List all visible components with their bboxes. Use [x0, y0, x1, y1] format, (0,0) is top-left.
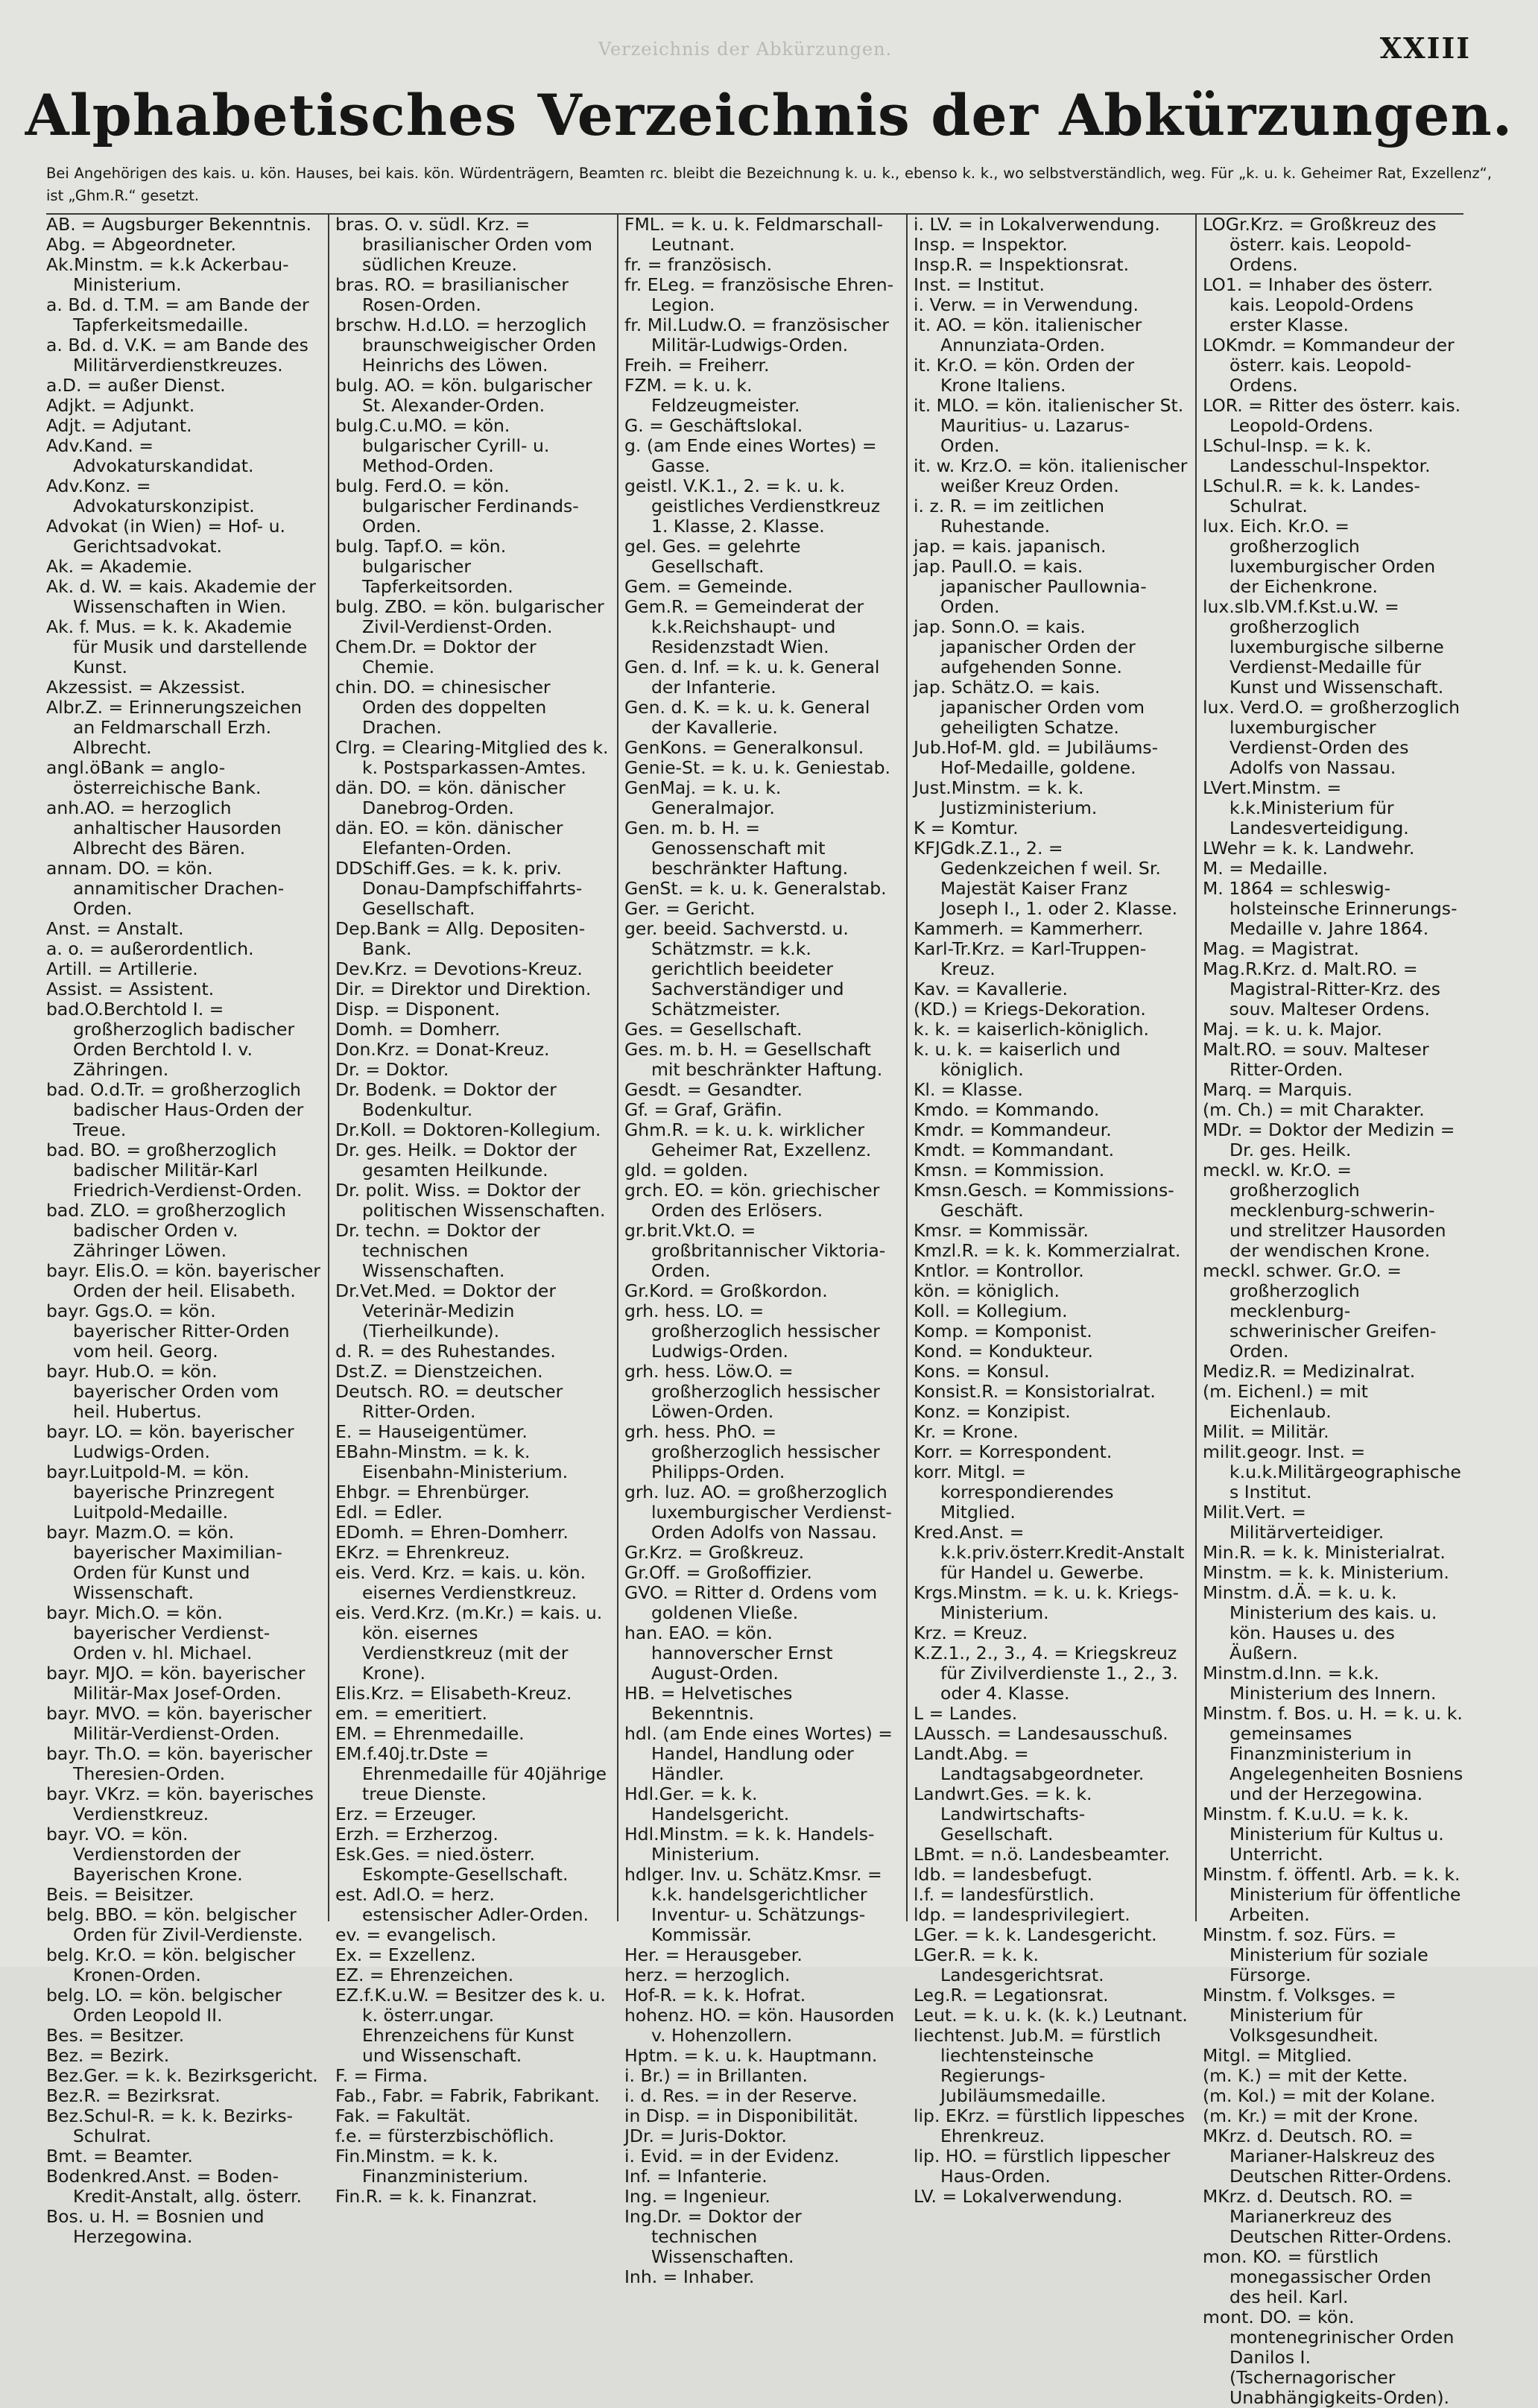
abbreviation-entry: Ges. = Gesellschaft.: [624, 1019, 803, 1040]
abbreviation-entry: (m. Eichenl.) = mit Eichenlaub.: [1203, 1381, 1368, 1422]
abbreviation-entry: mont. DO. = kön. montenegrinischer Orden Danilos I. (Tschernagorischer Unabhängigkeits-Orden).: [1203, 2307, 1455, 2408]
abbreviation-entry: Ghm.R. = k. u. k. wirklicher Geheimer Rat, Exzellenz.: [624, 1119, 872, 1160]
abbreviation-entry: LVert.Minstm. = k.k.Ministerium für Landesverteidigung.: [1203, 777, 1409, 838]
abbreviation-entry: Hof-R. = k. k. Hofrat.: [624, 1985, 806, 2006]
abbreviation-entry: est. Adl.O. = herz. estensischer Adler-Orden.: [335, 1884, 589, 1925]
abbreviation-entry: Adv.Kand. = Advokaturskandidat.: [46, 435, 254, 476]
abbreviation-entry: lip. HO. = fürstlich lippescher Haus-Orden.: [914, 2146, 1171, 2187]
abbreviation-entry: Ak. f. Mus. = k. k. Akademie für Musik und darstellende Kunst.: [46, 616, 308, 677]
abbreviation-entry: f.e. = fürsterzbischöflich.: [335, 2126, 554, 2146]
abbreviation-entry: Dr. Bodenk. = Doktor der Bodenkultur.: [335, 1079, 557, 1120]
abbreviation-entry: it. AO. = kön. italienischer Annunziata-Orden.: [914, 315, 1142, 355]
abbreviation-entry: a. Bd. d. T.M. = am Bande der Tapferkeitsmedaille.: [46, 294, 309, 335]
abbreviation-entry: Bes. = Besitzer.: [46, 2025, 185, 2046]
abbreviation-entry: AB. = Augsburger Bekenntnis.: [46, 214, 311, 235]
abbreviation-entry: M. 1864 = schleswig-holsteinsche Erinnerungs-Medaille v. Jahre 1864.: [1203, 878, 1458, 939]
abbreviation-entry: bad.O.Berchtold I. = großherzoglich badischer Orden Berchtold I. v. Zähringen.: [46, 999, 295, 1080]
abbreviation-entry: Mag.R.Krz. d. Malt.RO. = Magistral-Ritter-Krz. des souv. Malteser Ordens.: [1203, 958, 1440, 1020]
abbreviation-entry: Gr.Off. = Großoffizier.: [624, 1562, 812, 1583]
abbreviation-entry: gel. Ges. = gelehrte Gesellschaft.: [624, 536, 801, 577]
abbreviation-entry: Konsist.R. = Konsistorialrat.: [914, 1381, 1156, 1402]
abbreviation-entry: Elis.Krz. = Elisabeth-Kreuz.: [335, 1683, 572, 1704]
abbreviation-entry: DDSchiff.Ges. = k. k. priv. Donau-Dampfschiffahrts-Gesellschaft.: [335, 858, 583, 919]
abbreviation-entry: hdlger. Inv. u. Schätz.Kmsr. = k.k. handelsgerichtlicher Inventur- u. Schätzungs-Kommissär.: [624, 1864, 882, 1945]
abbreviation-entry: belg. LO. = kön. belgischer Orden Leopold II.: [46, 1985, 282, 2026]
abbreviation-entry: Kond. = Kondukteur.: [914, 1341, 1094, 1362]
abbreviation-entry: Kmzl.R. = k. k. Kommerzialrat.: [914, 1240, 1181, 1261]
abbreviation-entry: Gesdt. = Gesandter.: [624, 1079, 803, 1100]
abbreviation-entry: Leut. = k. u. k. (k. k.) Leutnant.: [914, 2005, 1188, 2026]
abbreviation-entry: GenSt. = k. u. k. Generalstab.: [624, 878, 887, 899]
abbreviation-entry: d. R. = des Ruhestandes.: [335, 1341, 556, 1362]
abbreviation-entry: belg. Kr.O. = kön. belgischer Kronen-Orden.: [46, 1944, 296, 1985]
abbreviation-entry: bayr. Elis.O. = kön. bayerischer Orden der heil. Elisabeth.: [46, 1260, 320, 1301]
abbreviation-entry: MDr. = Doktor der Medizin = Dr. ges. Heilk.: [1203, 1119, 1455, 1160]
abbreviation-entry: Dr. techn. = Doktor der technischen Wissenschaften.: [335, 1220, 540, 1281]
abbreviation-entry: hdl. (am Ende eines Wortes) = Handel, Handlung oder Händler.: [624, 1723, 893, 1784]
abbreviation-entry: (KD.) = Kriegs-Dekoration.: [914, 999, 1146, 1020]
abbreviation-entry: grh. hess. Löw.O. = großherzoglich hessischer Löwen-Orden.: [624, 1361, 880, 1422]
abbreviation-entry: bayr. VKrz. = kön. bayerisches Verdienstkreuz.: [46, 1783, 314, 1824]
abbreviation-entry: it. w. Krz.O. = kön. italienischer weißer Kreuz Orden.: [914, 455, 1188, 496]
abbreviation-entry: jap. Paull.O. = kais. japanischer Paullownia-Orden.: [914, 556, 1147, 617]
abbreviation-entry: a.D. = außer Dienst.: [46, 375, 226, 396]
abbreviation-entry: lip. EKrz. = fürstlich lippesches Ehrenkreuz.: [914, 2105, 1186, 2146]
abbreviation-entry: bayr. MJO. = kön. bayerischer Militär-Max Josef-Orden.: [46, 1663, 306, 1704]
abbreviation-entry: bulg. Ferd.O. = kön. bulgarischer Ferdinands-Orden.: [335, 475, 579, 537]
abbreviation-entry: Minstm. d.Ä. = k. u. k. Ministerium des kais. u. kön. Hauses u. des Äußern.: [1203, 1582, 1437, 1663]
abbreviation-entry: Kmdr. = Kommandeur.: [914, 1119, 1112, 1140]
abbreviation-entry: k. u. k. = kaiserlich und königlich.: [914, 1039, 1121, 1080]
abbreviation-entry: Ak.Minstm. = k.k Ackerbau-Ministerium.: [46, 254, 289, 295]
abbreviation-entry: Ing. = Ingenieur.: [624, 2186, 770, 2207]
abbreviation-entry: meckl. w. Kr.O. = großherzoglich mecklenburg-schwerin- und strelitzer Hausorden der wendischen Krone.: [1203, 1160, 1446, 1261]
abbreviation-entry: bayr. VO. = kön. Verdienstorden der Bayerischen Krone.: [46, 1824, 243, 1885]
abbreviation-entry: K = Komtur.: [914, 818, 1019, 838]
abbreviation-entry: Ing.Dr. = Doktor der technischen Wissenschaften.: [624, 2206, 802, 2267]
column-2: [335, 214, 610, 2207]
abbreviation-entry: bulg. AO. = kön. bulgarischer St. Alexander-Orden.: [335, 375, 592, 416]
abbreviation-entry: LGer. = k. k. Landesgericht.: [914, 1924, 1157, 1945]
abbreviation-entry: LV. = Lokalverwendung.: [914, 2186, 1123, 2207]
abbreviation-entry: Dr. ges. Heilk. = Doktor der gesamten Heilkunde.: [335, 1140, 577, 1181]
column-4: [914, 214, 1188, 2207]
intro-note: Bei Angehörigen des kais. u. kön. Hauses, bei kais. kön. Würdenträgern, Beamten rc. bleibt die Bezeichnung k. u. k., ebenso k. k., wo selbstverständlich, weg. Für „k. u. k. Geheimer Rat, Exzellenz“, ist „Ghm.R.“ gesetzt.: [46, 165, 1492, 204]
abbreviation-entry: Adjkt. = Adjunkt.: [46, 395, 195, 416]
abbreviation-entry: bras. O. v. südl. Krz. = brasilianischer Orden vom südlichen Kreuze.: [335, 214, 592, 275]
abbreviation-entry: Dr. polit. Wiss. = Doktor der politischen Wissenschaften.: [335, 1180, 606, 1221]
column-divider: [328, 215, 329, 1921]
abbreviation-entry: LWehr = k. k. Landwehr.: [1203, 838, 1415, 859]
abbreviation-entry: eis. Verd.Krz. (m.Kr.) = kais. u. kön. eisernes Verdienstkreuz (mit der Krone).: [335, 1602, 603, 1684]
abbreviation-entry: Abg. = Abgeordneter.: [46, 234, 236, 255]
abbreviation-entry: lux. Eich. Kr.O. = großherzoglich luxemburgischer Orden der Eichenkrone.: [1203, 516, 1436, 597]
abbreviation-entry: Bez.R. = Bezirksrat.: [46, 2085, 221, 2106]
column-3: [624, 214, 899, 2287]
abbreviation-entry: ger. beeid. Sachverstd. u. Schätzmstr. = k.k. gerichtlich beeideter Sachverständiger und Schätzmeister.: [624, 918, 849, 1020]
abbreviation-entry: Kmsn.Gesch. = Kommissions-Geschäft.: [914, 1180, 1174, 1221]
abbreviation-entry: Kmsn. = Kommission.: [914, 1160, 1105, 1181]
abbreviation-entry: Jub.Hof-M. gld. = Jubiläums-Hof-Medaille, goldene.: [914, 737, 1159, 778]
abbreviation-entry: Domh. = Domherr.: [335, 1019, 501, 1040]
abbreviation-entry: fr. ELeg. = französische Ehren-Legion.: [624, 274, 894, 315]
abbreviation-entry: GenMaj. = k. u. k. Generalmajor.: [624, 777, 782, 818]
abbreviation-entry: Gen. d. K. = k. u. k. General der Kavallerie.: [624, 697, 870, 738]
abbreviation-entry: HB. = Helvetisches Bekenntnis.: [624, 1683, 793, 1724]
abbreviation-entry: chin. DO. = chinesischer Orden des doppelten Drachen.: [335, 677, 551, 738]
abbreviation-entry: i. Evid. = in der Evidenz.: [624, 2146, 840, 2167]
abbreviation-entry: bayr. Ggs.O. = kön. bayerischer Ritter-Orden vom heil. Georg.: [46, 1301, 290, 1362]
abbreviation-entry: Minstm. f. soz. Fürs. = Ministerium für soziale Fürsorge.: [1203, 1924, 1428, 1985]
abbreviation-entry: Dep.Bank = Allg. Depositen-Bank.: [335, 918, 586, 959]
abbreviation-entry: (m. K.) = mit der Kette.: [1203, 2065, 1408, 2086]
abbreviation-entry: LSchul.R. = k. k. Landes-Schulrat.: [1203, 475, 1420, 516]
abbreviation-entry: Clrg. = Clearing-Mitglied des k. k. Postsparkassen-Amtes.: [335, 737, 609, 778]
abbreviation-entry: hohenz. HO. = kön. Hausorden v. Hohenzollern.: [624, 2005, 895, 2046]
abbreviation-entry: Milit.Vert. = Militärverteidiger.: [1203, 1502, 1384, 1543]
abbreviation-entry: EM.f.40j.tr.Dste = Ehrenmedaille für 40jährige treue Dienste.: [335, 1743, 607, 1804]
abbreviation-entry: Fin.R. = k. k. Finanzrat.: [335, 2186, 537, 2207]
abbreviation-entry: it. Kr.O. = kön. Orden der Krone Italiens.: [914, 355, 1135, 396]
abbreviation-entry: anh.AO. = herzoglich anhaltischer Hausorden Albrecht des Bären.: [46, 797, 282, 859]
abbreviation-entry: Gf. = Graf, Gräfin.: [624, 1099, 782, 1120]
abbreviation-entry: dän. EO. = kön. dänischer Elefanten-Orden.: [335, 818, 563, 859]
abbreviation-entry: Minstm. = k. k. Ministerium.: [1203, 1562, 1449, 1583]
abbreviation-entry: Deutsch. RO. = deutscher Ritter-Orden.: [335, 1381, 563, 1422]
abbreviation-entry: Minstm. f. Bos. u. H. = k. u. k. gemeinsames Finanzministerium in Angelegenheiten Bosniens und der Herzegowina.: [1203, 1703, 1463, 1804]
abbreviation-entry: herz. = herzoglich.: [624, 1965, 791, 1985]
abbreviation-entry: Inh. = Inhaber.: [624, 2266, 755, 2287]
abbreviation-entry: milit.geogr. Inst. = k.u.k.Militärgeographisches Institut.: [1203, 1441, 1461, 1502]
abbreviation-entry: GVO. = Ritter d. Ordens vom goldenen Vließe.: [624, 1582, 878, 1623]
abbreviation-entry: Gen. m. b. H. = Genossenschaft mit beschränkter Haftung.: [624, 818, 849, 879]
abbreviation-entry: Kons. = Konsul.: [914, 1361, 1050, 1382]
abbreviation-entry: bulg.C.u.MO. = kön. bulgarischer Cyrill- u. Method-Orden.: [335, 415, 550, 476]
abbreviation-entry: KFJGdk.Z.1., 2. = Gedenkzeichen f weil. Sr. Majestät Kaiser Franz Joseph I., 1. oder 2. Klasse.: [914, 838, 1178, 919]
abbreviation-entry: Assist. = Assistent.: [46, 979, 215, 999]
abbreviation-entry: belg. BBO. = kön. belgischer Orden für Zivil-Verdienste.: [46, 1904, 303, 1945]
running-head: Verzeichnis der Abkürzungen.: [598, 39, 893, 60]
abbreviation-entry: Albr.Z. = Erinnerungszeichen an Feldmarschall Erzh. Albrecht.: [46, 697, 303, 758]
abbreviation-entry: ev. = evangelisch.: [335, 1924, 497, 1945]
abbreviation-entry: bad. ZLO. = großherzoglich badischer Orden v. Zähringer Löwen.: [46, 1200, 286, 1261]
abbreviation-entry: EM. = Ehrenmedaille.: [335, 1723, 525, 1744]
abbreviation-entry: bayr. Th.O. = kön. bayerischer Theresien-Orden.: [46, 1743, 313, 1784]
abbreviation-entry: F. = Firma.: [335, 2065, 428, 2086]
abbreviation-entry: LAussch. = Landesausschuß.: [914, 1723, 1168, 1744]
abbreviation-entry: Erzh. = Erzherzog.: [335, 1824, 499, 1845]
abbreviation-entry: i. z. R. = im zeitlichen Ruhestande.: [914, 496, 1104, 537]
abbreviation-entry: Adjt. = Adjutant.: [46, 415, 192, 436]
abbreviation-entry: dän. DO. = kön. dänischer Danebrog-Orden.: [335, 777, 566, 818]
abbreviation-entry: Kmdo. = Kommando.: [914, 1099, 1100, 1120]
abbreviation-entry: Genie-St. = k. u. k. Geniestab.: [624, 757, 890, 778]
abbreviation-entry: Just.Minstm. = k. k. Justizministerium.: [914, 777, 1098, 818]
abbreviation-entry: Ak. = Akademie.: [46, 556, 193, 577]
abbreviation-entry: Leg.R. = Legationsrat.: [914, 1985, 1109, 2006]
abbreviation-entry: fr. = französisch.: [624, 254, 773, 275]
abbreviation-entry: Ex. = Exzellenz.: [335, 1944, 476, 1965]
abbreviation-entry: jap. Schätz.O. = kais. japanischer Orden vom geheiligten Schatze.: [914, 677, 1145, 738]
abbreviation-entry: bayr.Luitpold-M. = kön. bayerische Prinzregent Luitpold-Medaille.: [46, 1461, 275, 1523]
abbreviation-entry: bulg. Tapf.O. = kön. bulgarischer Tapferkeitsorden.: [335, 536, 513, 597]
abbreviation-entry: (m. Kol.) = mit der Kolane.: [1203, 2085, 1436, 2106]
abbreviation-entry: FML. = k. u. k. Feldmarschall-Leutnant.: [624, 214, 884, 255]
abbreviation-entry: ldb. = landesbefugt.: [914, 1864, 1093, 1885]
abbreviation-entry: Krgs.Minstm. = k. u. k. Kriegs-Ministerium.: [914, 1582, 1180, 1623]
abbreviation-entry: jap. Sonn.O. = kais. japanischer Orden der aufgehenden Sonne.: [914, 616, 1136, 677]
abbreviation-entry: ldp. = landesprivilegiert.: [914, 1904, 1130, 1925]
abbreviation-entry: Fin.Minstm. = k. k. Finanzministerium.: [335, 2146, 529, 2187]
abbreviation-entry: i. Br.) = in Brillanten.: [624, 2065, 808, 2086]
abbreviation-entry: LSchul-Insp. = k. k. Landesschul-Inspektor.: [1203, 435, 1431, 476]
abbreviation-entry: Kred.Anst. = k.k.priv.österr.Kredit-Anstalt für Handel u. Gewerbe.: [914, 1522, 1185, 1583]
abbreviation-entry: Bez.Schul-R. = k. k. Bezirks-Schulrat.: [46, 2105, 294, 2146]
column-1: [46, 214, 320, 2247]
abbreviation-entry: em. = emeritiert.: [335, 1703, 487, 1724]
column-divider: [1195, 215, 1197, 1921]
abbreviation-entry: annam. DO. = kön. annamitischer Drachen-Orden.: [46, 858, 285, 919]
abbreviation-entry: Krz. = Kreuz.: [914, 1622, 1028, 1643]
abbreviation-entry: bayr. Hub.O. = kön. bayerischer Orden vom heil. Hubertus.: [46, 1361, 279, 1422]
abbreviation-entry: korr. Mitgl. = korrespondierendes Mitglied.: [914, 1461, 1114, 1523]
abbreviation-entry: Kr. = Krone.: [914, 1421, 1019, 1442]
abbreviation-entry: bayr. MVO. = kön. bayerischer Militär-Verdienst-Orden.: [46, 1703, 312, 1744]
abbreviation-entry: fr. Mil.Ludw.O. = französischer Militär-Ludwigs-Orden.: [624, 315, 890, 355]
abbreviation-entry: Bodenkred.Anst. = Boden-Kredit-Anstalt, allg. österr.: [46, 2166, 302, 2207]
abbreviation-entry: Gem.R. = Gemeinderat der k.k.Reichshaupt- und Residenzstadt Wien.: [624, 596, 864, 657]
abbreviation-entry: bayr. Mazm.O. = kön. bayerischer Maximilian-Orden für Kunst und Wissenschaft.: [46, 1522, 282, 1603]
abbreviation-entry: Bos. u. H. = Bosnien und Herzegowina.: [46, 2206, 265, 2247]
abbreviation-entry: Kav. = Kavallerie.: [914, 979, 1068, 999]
abbreviation-entry: brschw. H.d.LO. = herzoglich braunschweigischer Orden Heinrichs des Löwen.: [335, 315, 597, 376]
abbreviation-entry: Don.Krz. = Donat-Kreuz.: [335, 1039, 550, 1060]
abbreviation-entry: Insp.R. = Inspektionsrat.: [914, 254, 1130, 275]
abbreviation-entry: Kmdt. = Kommandant.: [914, 1140, 1115, 1160]
abbreviation-entry: MKrz. d. Deutsch. RO. = Marianer-Halskreuz des Deutschen Ritter-Ordens.: [1203, 2126, 1452, 2187]
abbreviation-entry: eis. Verd. Krz. = kais. u. kön. eisernes Verdienstkreuz.: [335, 1562, 586, 1603]
abbreviation-entry: Artill. = Artillerie.: [46, 958, 198, 979]
abbreviation-entry: bras. RO. = brasilianischer Rosen-Orden.: [335, 274, 569, 315]
abbreviation-entry: Freih. = Freiherr.: [624, 355, 770, 376]
abbreviation-entry: gld. = golden.: [624, 1160, 749, 1181]
abbreviation-entry: Fak. = Fakultät.: [335, 2105, 471, 2126]
column-5: [1203, 214, 1463, 2408]
abbreviation-entry: EZ. = Ehrenzeichen.: [335, 1965, 514, 1985]
abbreviation-entry: EDomh. = Ehren-Domherr.: [335, 1522, 569, 1543]
abbreviation-entry: Gr.Krz. = Großkreuz.: [624, 1542, 805, 1563]
abbreviation-entry: Kntlor. = Kontrollor.: [914, 1260, 1084, 1281]
abbreviation-entry: Kl. = Klasse.: [914, 1079, 1023, 1100]
abbreviation-entry: mon. KO. = fürstlich monegassischer Orden des heil. Karl.: [1203, 2246, 1431, 2307]
abbreviation-entry: MKrz. d. Deutsch. RO. = Marianerkreuz des Deutschen Ritter-Ordens.: [1203, 2186, 1452, 2247]
abbreviation-entry: lux.slb.VM.f.Kst.u.W. = großherzoglich luxemburgische silberne Verdienst-Medaille für Kunst und Wissenschaft.: [1203, 596, 1444, 698]
abbreviation-entry: l.f. = landesfürstlich.: [914, 1884, 1095, 1905]
abbreviation-entry: Dir. = Direktor und Direktion.: [335, 979, 592, 999]
abbreviation-entry: Dr.Vet.Med. = Doktor der Veterinär-Medizin (Tierheilkunde).: [335, 1280, 557, 1342]
abbreviation-entry: Inf. = Infanterie.: [624, 2166, 768, 2187]
abbreviation-entry: Chem.Dr. = Doktor der Chemie.: [335, 636, 537, 677]
abbreviation-entry: han. EAO. = kön. hannoverscher Ernst August-Orden.: [624, 1622, 833, 1684]
abbreviation-entry: gr.brit.Vkt.O. = großbritannischer Viktoria-Orden.: [624, 1220, 886, 1281]
abbreviation-entry: bad. BO. = großherzoglich badischer Militär-Karl Friedrich-Verdienst-Orden.: [46, 1140, 303, 1201]
column-divider: [906, 215, 908, 1921]
abbreviation-entry: grh. luz. AO. = großherzoglich luxemburgischer Verdienst-Orden Adolfs von Nassau.: [624, 1482, 892, 1543]
abbreviation-entry: Beis. = Beisitzer.: [46, 1884, 194, 1905]
abbreviation-entry: Mediz.R. = Medizinalrat.: [1203, 1361, 1416, 1382]
abbreviation-entry: k. k. = kaiserlich-königlich.: [914, 1019, 1149, 1040]
abbreviation-entry: Hdl.Minstm. = k. k. Handels-Ministerium.: [624, 1824, 875, 1865]
abbreviation-entry: meckl. schwer. Gr.O. = großherzoglich mecklenburg-schwerinischer Greifen-Orden.: [1203, 1260, 1437, 1362]
abbreviation-entry: angl.öBank = anglo-österreichische Bank.: [46, 757, 262, 798]
abbreviation-entry: Konz. = Konzipist.: [914, 1401, 1071, 1422]
abbreviation-entry: in Disp. = in Disponibilität.: [624, 2105, 859, 2126]
abbreviation-entry: Kmsr. = Kommissär.: [914, 1220, 1089, 1241]
abbreviation-entry: Dr. = Doktor.: [335, 1059, 449, 1080]
abbreviation-entry: Disp. = Disponent.: [335, 999, 500, 1020]
abbreviation-entry: Adv.Konz. = Advokaturskonzipist.: [46, 475, 255, 516]
abbreviation-entry: i. d. Res. = in der Reserve.: [624, 2085, 858, 2106]
abbreviation-entry: Dev.Krz. = Devotions-Kreuz.: [335, 958, 583, 979]
abbreviation-entry: bad. O.d.Tr. = großherzoglich badischer Haus-Orden der Treue.: [46, 1079, 304, 1140]
column-divider: [617, 215, 618, 1921]
abbreviation-entry: Ehbgr. = Ehrenbürger.: [335, 1482, 530, 1502]
abbreviation-entry: Bez. = Bezirk.: [46, 2045, 170, 2066]
page-number: XXIII: [1379, 31, 1471, 65]
abbreviation-entry: GenKons. = Generalkonsul.: [624, 737, 864, 758]
abbreviation-entry: Komp. = Komponist.: [914, 1321, 1092, 1342]
abbreviation-entry: liechtenst. Jub.M. = fürstlich liechtensteinsche Regierungs-Jubiläumsmedaille.: [914, 2025, 1162, 2106]
abbreviation-entry: LOR. = Ritter des österr. kais. Leopold-Ordens.: [1203, 395, 1461, 436]
abbreviation-entry: Fab., Fabr. = Fabrik, Fabrikant.: [335, 2085, 600, 2106]
abbreviation-entry: i. Verw. = in Verwendung.: [914, 294, 1139, 315]
page-title: Alphabetisches Verzeichnis der Abkürzungen.: [25, 82, 1513, 148]
abbreviation-entry: bayr. Mich.O. = kön. bayerischer Verdienst-Orden v. hl. Michael.: [46, 1602, 270, 1663]
abbreviation-entry: G. = Geschäftslokal.: [624, 415, 803, 436]
abbreviation-entry: (m. Kr.) = mit der Krone.: [1203, 2105, 1419, 2126]
abbreviation-entry: LOGr.Krz. = Großkreuz des österr. kais. Leopold-Ordens.: [1203, 214, 1437, 275]
abbreviation-entry: Milit. = Militär.: [1203, 1421, 1329, 1442]
abbreviation-entry: Landwrt.Ges. = k. k. Landwirtschafts-Gesellschaft.: [914, 1783, 1092, 1845]
abbreviation-entry: geistl. V.K.1., 2. = k. u. k. geistliches Verdienstkreuz 1. Klasse, 2. Klasse.: [624, 475, 881, 537]
abbreviation-entry: M. = Medaille.: [1203, 858, 1328, 879]
abbreviation-entry: Min.R. = k. k. Ministerialrat.: [1203, 1542, 1446, 1563]
abbreviation-entry: L = Landes.: [914, 1703, 1018, 1724]
abbreviation-entry: Mag. = Magistrat.: [1203, 938, 1360, 959]
abbreviation-entry: Koll. = Kollegium.: [914, 1301, 1068, 1321]
abbreviation-entry: bayr. LO. = kön. bayerischer Ludwigs-Orden.: [46, 1421, 294, 1462]
abbreviation-entry: Ak. d. W. = kais. Akademie der Wissenschaften in Wien.: [46, 576, 316, 617]
abbreviation-entry: Mitgl. = Mitglied.: [1203, 2045, 1352, 2066]
abbreviation-entry: Karl-Tr.Krz. = Karl-Truppen-Kreuz.: [914, 938, 1147, 979]
abbreviation-entry: EKrz. = Ehrenkreuz.: [335, 1542, 510, 1563]
abbreviation-entry: Minstm. f. öffentl. Arb. = k. k. Ministerium für öffentliche Arbeiten.: [1203, 1864, 1461, 1925]
abbreviation-entry: EBahn-Minstm. = k. k. Eisenbahn-Ministerium.: [335, 1441, 569, 1482]
abbreviation-entry: Malt.RO. = souv. Malteser Ritter-Orden.: [1203, 1039, 1429, 1080]
abbreviation-entry: Korr. = Korrespondent.: [914, 1441, 1113, 1462]
abbreviation-entry: (m. Ch.) = mit Charakter.: [1203, 1099, 1425, 1120]
abbreviation-entry: bulg. ZBO. = kön. bulgarischer Zivil-Verdienst-Orden.: [335, 596, 604, 637]
abbreviation-entry: jap. = kais. japanisch.: [914, 536, 1107, 557]
abbreviation-entry: Her. = Herausgeber.: [624, 1944, 803, 1965]
abbreviation-entry: LBmt. = n.ö. Landesbeamter.: [914, 1844, 1171, 1865]
abbreviation-entry: Advokat (in Wien) = Hof- u. Gerichtsadvokat.: [46, 516, 285, 557]
abbreviation-entry: Hptm. = k. u. k. Hauptmann.: [624, 2045, 878, 2066]
abbreviation-entry: grh. hess. PhO. = großherzoglich hessischer Philipps-Orden.: [624, 1421, 880, 1482]
abbreviation-entry: Bez.Ger. = k. k. Bezirksgericht.: [46, 2065, 318, 2086]
abbreviation-entry: grh. hess. LO. = großherzoglich hessischer Ludwigs-Orden.: [624, 1301, 880, 1362]
abbreviation-entry: Anst. = Anstalt.: [46, 918, 184, 939]
abbreviation-entry: Dr.Koll. = Doktoren-Kollegium.: [335, 1119, 601, 1140]
abbreviation-entry: Akzessist. = Akzessist.: [46, 677, 246, 698]
abbreviation-entry: JDr. = Juris-Doktor.: [624, 2126, 788, 2146]
abbreviation-entry: i. LV. = in Lokalverwendung.: [914, 214, 1160, 235]
abbreviation-entry: Gr.Kord. = Großkordon.: [624, 1280, 828, 1301]
abbreviation-entry: EZ.f.K.u.W. = Besitzer des k. u. k. österr.ungar. Ehrenzeichens für Kunst und Wissenschaft.: [335, 1985, 606, 2066]
abbreviation-entry: Minstm. f. Volksges. = Ministerium für Volksgesundheit.: [1203, 1985, 1396, 2046]
abbreviation-entry: Minstm.d.Inn. = k.k. Ministerium des Innern.: [1203, 1663, 1437, 1704]
abbreviation-entry: Edl. = Edler.: [335, 1502, 443, 1523]
abbreviation-entry: Erz. = Erzeuger.: [335, 1804, 477, 1824]
abbreviation-entry: Gen. d. Inf. = k. u. k. General der Infanterie.: [624, 657, 880, 698]
abbreviation-entry: K.Z.1., 2., 3., 4. = Kriegskreuz für Zivilverdienste 1., 2., 3. oder 4. Klasse.: [914, 1643, 1178, 1704]
abbreviation-entry: FZM. = k. u. k. Feldzeugmeister.: [624, 375, 800, 416]
abbreviation-entry: Kammerh. = Kammerherr.: [914, 918, 1144, 939]
abbreviation-entry: Insp. = Inspektor.: [914, 234, 1068, 255]
abbreviation-entry: grch. EO. = kön. griechischer Orden des Erlösers.: [624, 1180, 880, 1221]
abbreviation-entry: LOKmdr. = Kommandeur der österr. kais. Leopold-Ordens.: [1203, 335, 1455, 396]
abbreviation-entry: Marq. = Marquis.: [1203, 1079, 1352, 1100]
abbreviation-entry: Hdl.Ger. = k. k. Handelsgericht.: [624, 1783, 790, 1824]
abbreviation-entry: kön. = königlich.: [914, 1280, 1060, 1301]
abbreviation-entry: Bmt. = Beamter.: [46, 2146, 193, 2167]
abbreviation-entry: Maj. = k. u. k. Major.: [1203, 1019, 1382, 1040]
abbreviation-entry: Landt.Abg. = Landtagsabgeordneter.: [914, 1743, 1145, 1784]
abbreviation-entry: E. = Hauseigentümer.: [335, 1421, 528, 1442]
abbreviation-entry: a. o. = außerordentlich.: [46, 938, 254, 959]
abbreviation-columns: [46, 213, 1463, 2408]
abbreviation-entry: g. (am Ende eines Wortes) = Gasse.: [624, 435, 877, 476]
abbreviation-entry: Gem. = Gemeinde.: [624, 576, 793, 597]
abbreviation-entry: LGer.R. = k. k. Landesgerichtsrat.: [914, 1944, 1104, 1985]
abbreviation-entry: it. MLO. = kön. italienischer St. Mauritius- u. Lazarus-Orden.: [914, 395, 1184, 456]
abbreviation-entry: Minstm. f. K.u.U. = k. k. Ministerium für Kultus u. Unterricht.: [1203, 1804, 1444, 1865]
abbreviation-entry: Ges. m. b. H. = Gesellschaft mit beschränkter Haftung.: [624, 1039, 883, 1080]
abbreviation-entry: LO1. = Inhaber des österr. kais. Leopold-Ordens erster Klasse.: [1203, 274, 1434, 335]
abbreviation-entry: Esk.Ges. = nied.österr. Eskompte-Gesellschaft.: [335, 1844, 569, 1885]
abbreviation-entry: Inst. = Institut.: [914, 274, 1045, 295]
abbreviation-entry: lux. Verd.O. = großherzoglich luxemburgischer Verdienst-Orden des Adolfs von Nassau.: [1203, 697, 1461, 778]
abbreviation-entry: Dst.Z. = Dienstzeichen.: [335, 1361, 543, 1382]
abbreviation-entry: Ger. = Gericht.: [624, 898, 756, 919]
abbreviation-entry: a. Bd. d. V.K. = am Bande des Militärverdienstkreuzes.: [46, 335, 308, 376]
